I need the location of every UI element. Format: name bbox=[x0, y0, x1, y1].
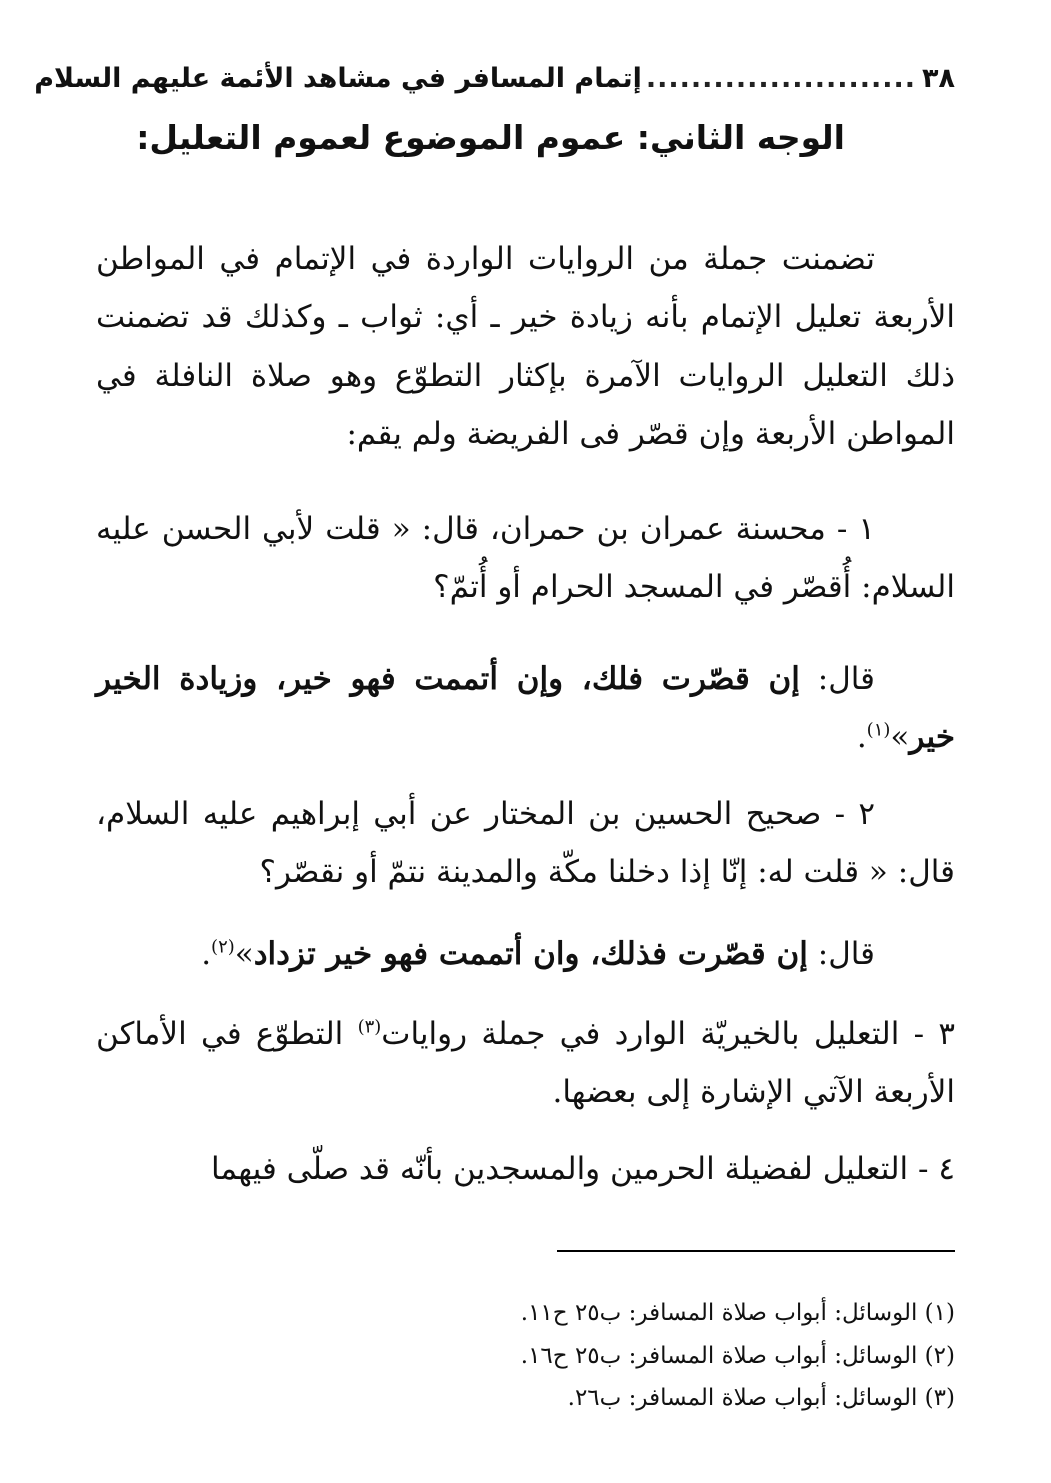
item-3-text-start: ٣ - التعليل بالخيريّة الوارد في جملة روايات bbox=[381, 1016, 955, 1052]
answer-prefix: قال: bbox=[799, 661, 875, 697]
quote-close: » bbox=[234, 936, 254, 972]
leader-dots: ........................ bbox=[645, 62, 917, 94]
footnote-ref-3: (٣) bbox=[357, 1016, 382, 1038]
footnote-separator bbox=[557, 1250, 955, 1252]
item-3-text-end: التطوّع في الأماكن الأربعة الآتي الإشارة إلى بعضها. bbox=[96, 1016, 955, 1111]
quote-close: » bbox=[890, 719, 910, 756]
footnote-1: (١) الوسائل: أبواب صلاة المسافر: ب٢٥ ح١١. bbox=[520, 1300, 955, 1326]
footnote-2: (٢) الوسائل: أبواب صلاة المسافر: ب٢٥ ح١٦. bbox=[520, 1342, 955, 1369]
footnote-3: (٣) الوسائل: أبواب صلاة المسافر: ب٢٦. bbox=[567, 1385, 955, 1412]
book-title: إتمام المسافر في مشاهد الأئمة عليهم السلام bbox=[34, 62, 642, 94]
paragraph-item-3 bbox=[96, 1005, 955, 1122]
answer-prefix: قال: bbox=[807, 936, 875, 972]
end-mark: . bbox=[856, 719, 867, 756]
running-header bbox=[34, 56, 955, 100]
footnotes bbox=[96, 1292, 955, 1420]
end-mark: . bbox=[201, 936, 212, 972]
footnote-ref-2: (٢) bbox=[211, 936, 235, 958]
paragraph-item-1-answer bbox=[96, 650, 955, 767]
section-heading: الوجه الثاني: عموم الموضوع لعموم التعليل: bbox=[136, 118, 845, 157]
paragraph-item-1: ١ - محسنة عمران بن حمران، قال: « قلت لأبي الحسن عليه السلام: أُقصّر في المسجد الحرام أو أُتمّ؟ bbox=[96, 511, 955, 606]
answer-quote: إن قصّرت فذلك، وان أتممت فهو خير تزداد bbox=[253, 936, 808, 972]
paragraph-intro: تضمنت جملة من الروايات الواردة في الإتمام في المواطن الأربعة تعليل الإتمام بأنه زيادة خير ـ أي: ثواب ـ وكذلك قد تضمنت ذلك التعليل الروايات الآمرة بإكثار التطوّع وهو صلاة النافلة في المواطن الأربعة وإن قصّر فى الفريضة ولم يقم: bbox=[96, 241, 955, 452]
page-number: ٣٨ bbox=[922, 62, 955, 94]
answer-quote: إن قصّرت فلك، وإن أتممت فهو خير، وزيادة الخير خير bbox=[96, 661, 955, 756]
paragraph-item-4: ٤ - التعليل لفضيلة الحرمين والمسجدين بأنّه قد صلّى فيهما bbox=[210, 1151, 955, 1187]
paragraph-item-2: ٢ - صحيح الحسين بن المختار عن أبي إبراهيم عليه السلام، قال: « قلت له: إنّا إذا دخلنا مكّة والمدينة نتمّ أو نقصّر؟ bbox=[96, 796, 955, 891]
footnote-ref-1: (١) bbox=[866, 719, 891, 741]
book-page bbox=[34, 40, 955, 1443]
paragraph-item-2-answer bbox=[96, 925, 955, 983]
